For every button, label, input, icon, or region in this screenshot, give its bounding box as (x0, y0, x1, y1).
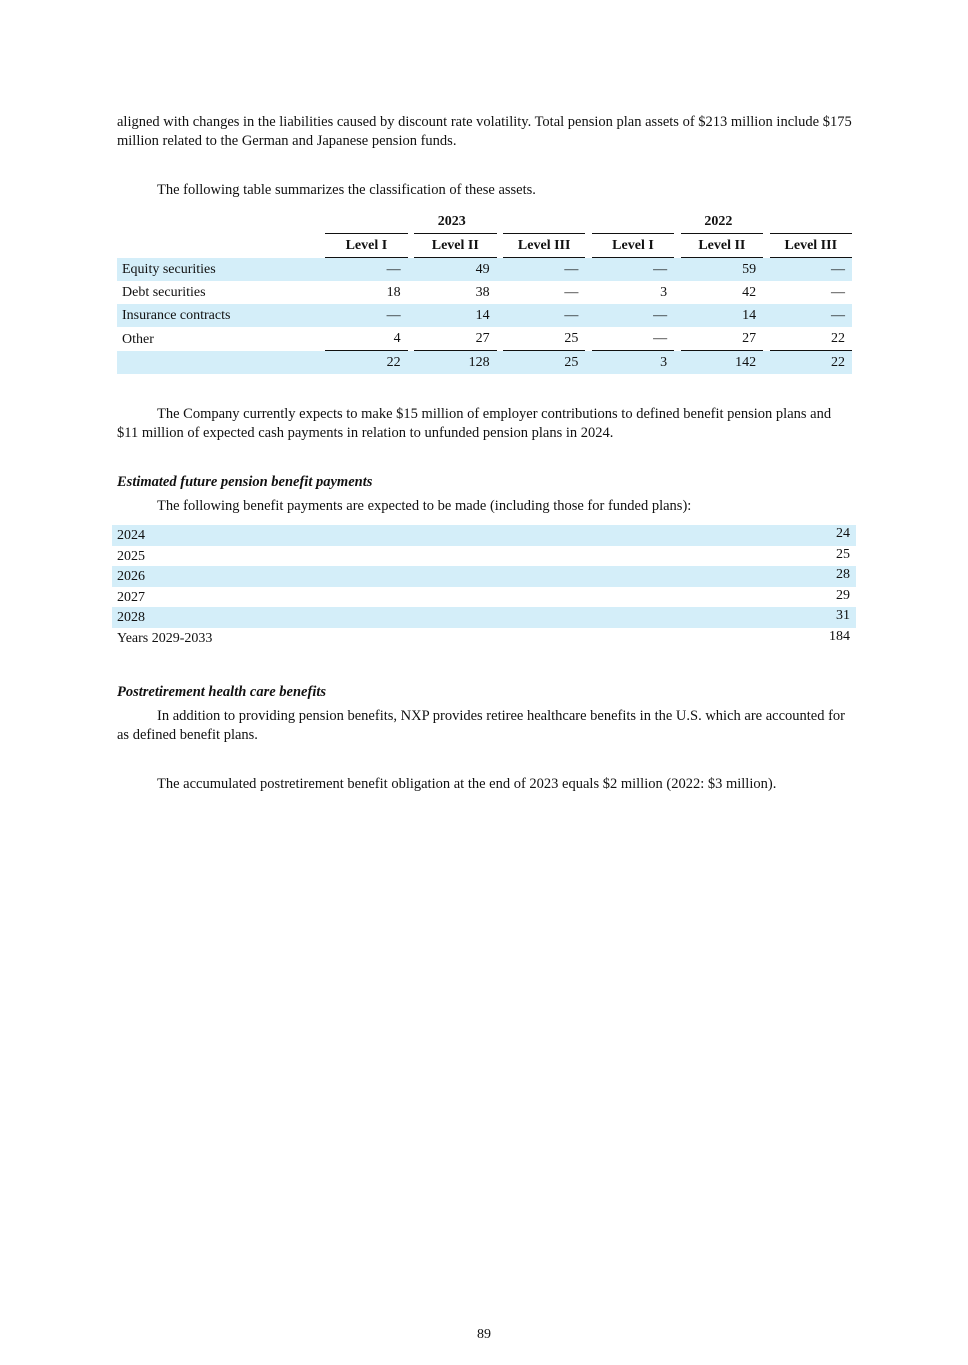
total-cell: 22 (770, 351, 852, 374)
payment-amount: 31 (836, 608, 850, 624)
payment-amount: 184 (829, 628, 850, 644)
row-label: Insurance contracts (117, 304, 319, 327)
payment-year: 2026 (117, 569, 145, 585)
table-row (117, 304, 852, 327)
table-cell: — (503, 304, 585, 327)
payment-amount: 28 (836, 567, 850, 583)
asset-classification-table (117, 210, 852, 374)
table-cell: 18 (386, 285, 401, 300)
payment-year: 2027 (117, 589, 145, 605)
table-cell: — (503, 258, 585, 281)
table-cell: — (770, 304, 852, 327)
postretirement-paragraph: In addition to providing pension benefits, NXP provides retiree healthcare benefits in the U.S. which are accounted for as defined benefit plans. (117, 708, 846, 743)
table-cell: — (325, 304, 407, 327)
table-cell: 38 (475, 285, 490, 300)
table-cell: 14 (414, 304, 497, 327)
table-cell: 49 (414, 258, 497, 281)
payment-year: 2028 (117, 610, 145, 626)
postretirement-heading: Postretirement health care benefits (117, 684, 327, 700)
list-item (112, 607, 856, 628)
total-cell: 128 (414, 351, 497, 374)
list-item (112, 525, 856, 546)
payment-year: 2025 (117, 548, 145, 564)
payment-amount: 25 (836, 546, 850, 562)
table-cell: 42 (742, 285, 757, 300)
table-cell: 4 (325, 327, 407, 351)
table-cell: 27 (681, 327, 764, 351)
table-cell: — (592, 304, 674, 327)
table-cell: — (325, 258, 407, 281)
contributions-paragraph: The Company currently expects to make $15 million of employer contributions to defined benefit pension plans and $11 million of expected cash payments in relation to unfunded pension plans in 2024. (117, 406, 832, 441)
table-cell: 3 (660, 285, 668, 300)
row-label: Debt securities (122, 285, 206, 300)
column-header: Level II (414, 234, 497, 258)
payment-year: 2024 (117, 528, 145, 543)
payment-year: Years 2029-2033 (117, 630, 213, 646)
table-cell: 25 (503, 327, 585, 351)
future-payments-heading: Estimated future pension benefit payments (117, 474, 373, 490)
column-header: Level II (681, 234, 764, 258)
table-cell: — (592, 258, 674, 281)
future-payments-intro: The following benefit payments are expected to be made (including those for funded plans): (157, 498, 692, 514)
payment-amount: 29 (836, 587, 850, 603)
total-cell: 142 (681, 351, 764, 374)
table-cell: 14 (681, 304, 764, 327)
intro-paragraph: aligned with changes in the liabilities caused by discount rate volatility. Total pension plan assets of $213 million include $175 million related to the German and Japanese pension funds. (117, 114, 852, 149)
column-header: Level I (325, 234, 407, 258)
list-item (112, 587, 856, 608)
list-item (112, 628, 856, 649)
table-row (117, 327, 852, 351)
year-2023-header: 2023 (414, 210, 497, 234)
page-number: 89 (477, 1327, 491, 1342)
column-header: Level III (503, 234, 585, 258)
year-2022-header: 2022 (681, 210, 764, 234)
column-header: Level III (770, 234, 852, 258)
table-cell: — (770, 258, 852, 281)
table-cell: 22 (770, 327, 852, 351)
row-label: Other (122, 331, 154, 347)
total-cell: 3 (592, 351, 674, 374)
total-row (117, 351, 852, 374)
table-cell: — (564, 285, 579, 300)
list-item (112, 546, 856, 567)
list-item (112, 566, 856, 587)
column-header: Level I (592, 234, 674, 258)
table-cell: — (831, 285, 845, 300)
total-cell: 25 (503, 351, 585, 374)
table-row (117, 281, 852, 304)
table-cell: — (592, 327, 674, 351)
row-label: Equity securities (117, 258, 319, 281)
total-cell: 22 (325, 351, 407, 374)
obligation-paragraph: The accumulated postretirement benefit obligation at the end of 2023 equals $2 million (2022: $3 million). (157, 776, 777, 792)
table-cell: 59 (681, 258, 764, 281)
table-cell: 27 (414, 327, 497, 351)
table-intro: The following table summarizes the classification of these assets. (157, 182, 536, 198)
future-payments-table (112, 525, 856, 649)
table-row (117, 258, 852, 281)
payment-amount: 24 (836, 526, 850, 541)
